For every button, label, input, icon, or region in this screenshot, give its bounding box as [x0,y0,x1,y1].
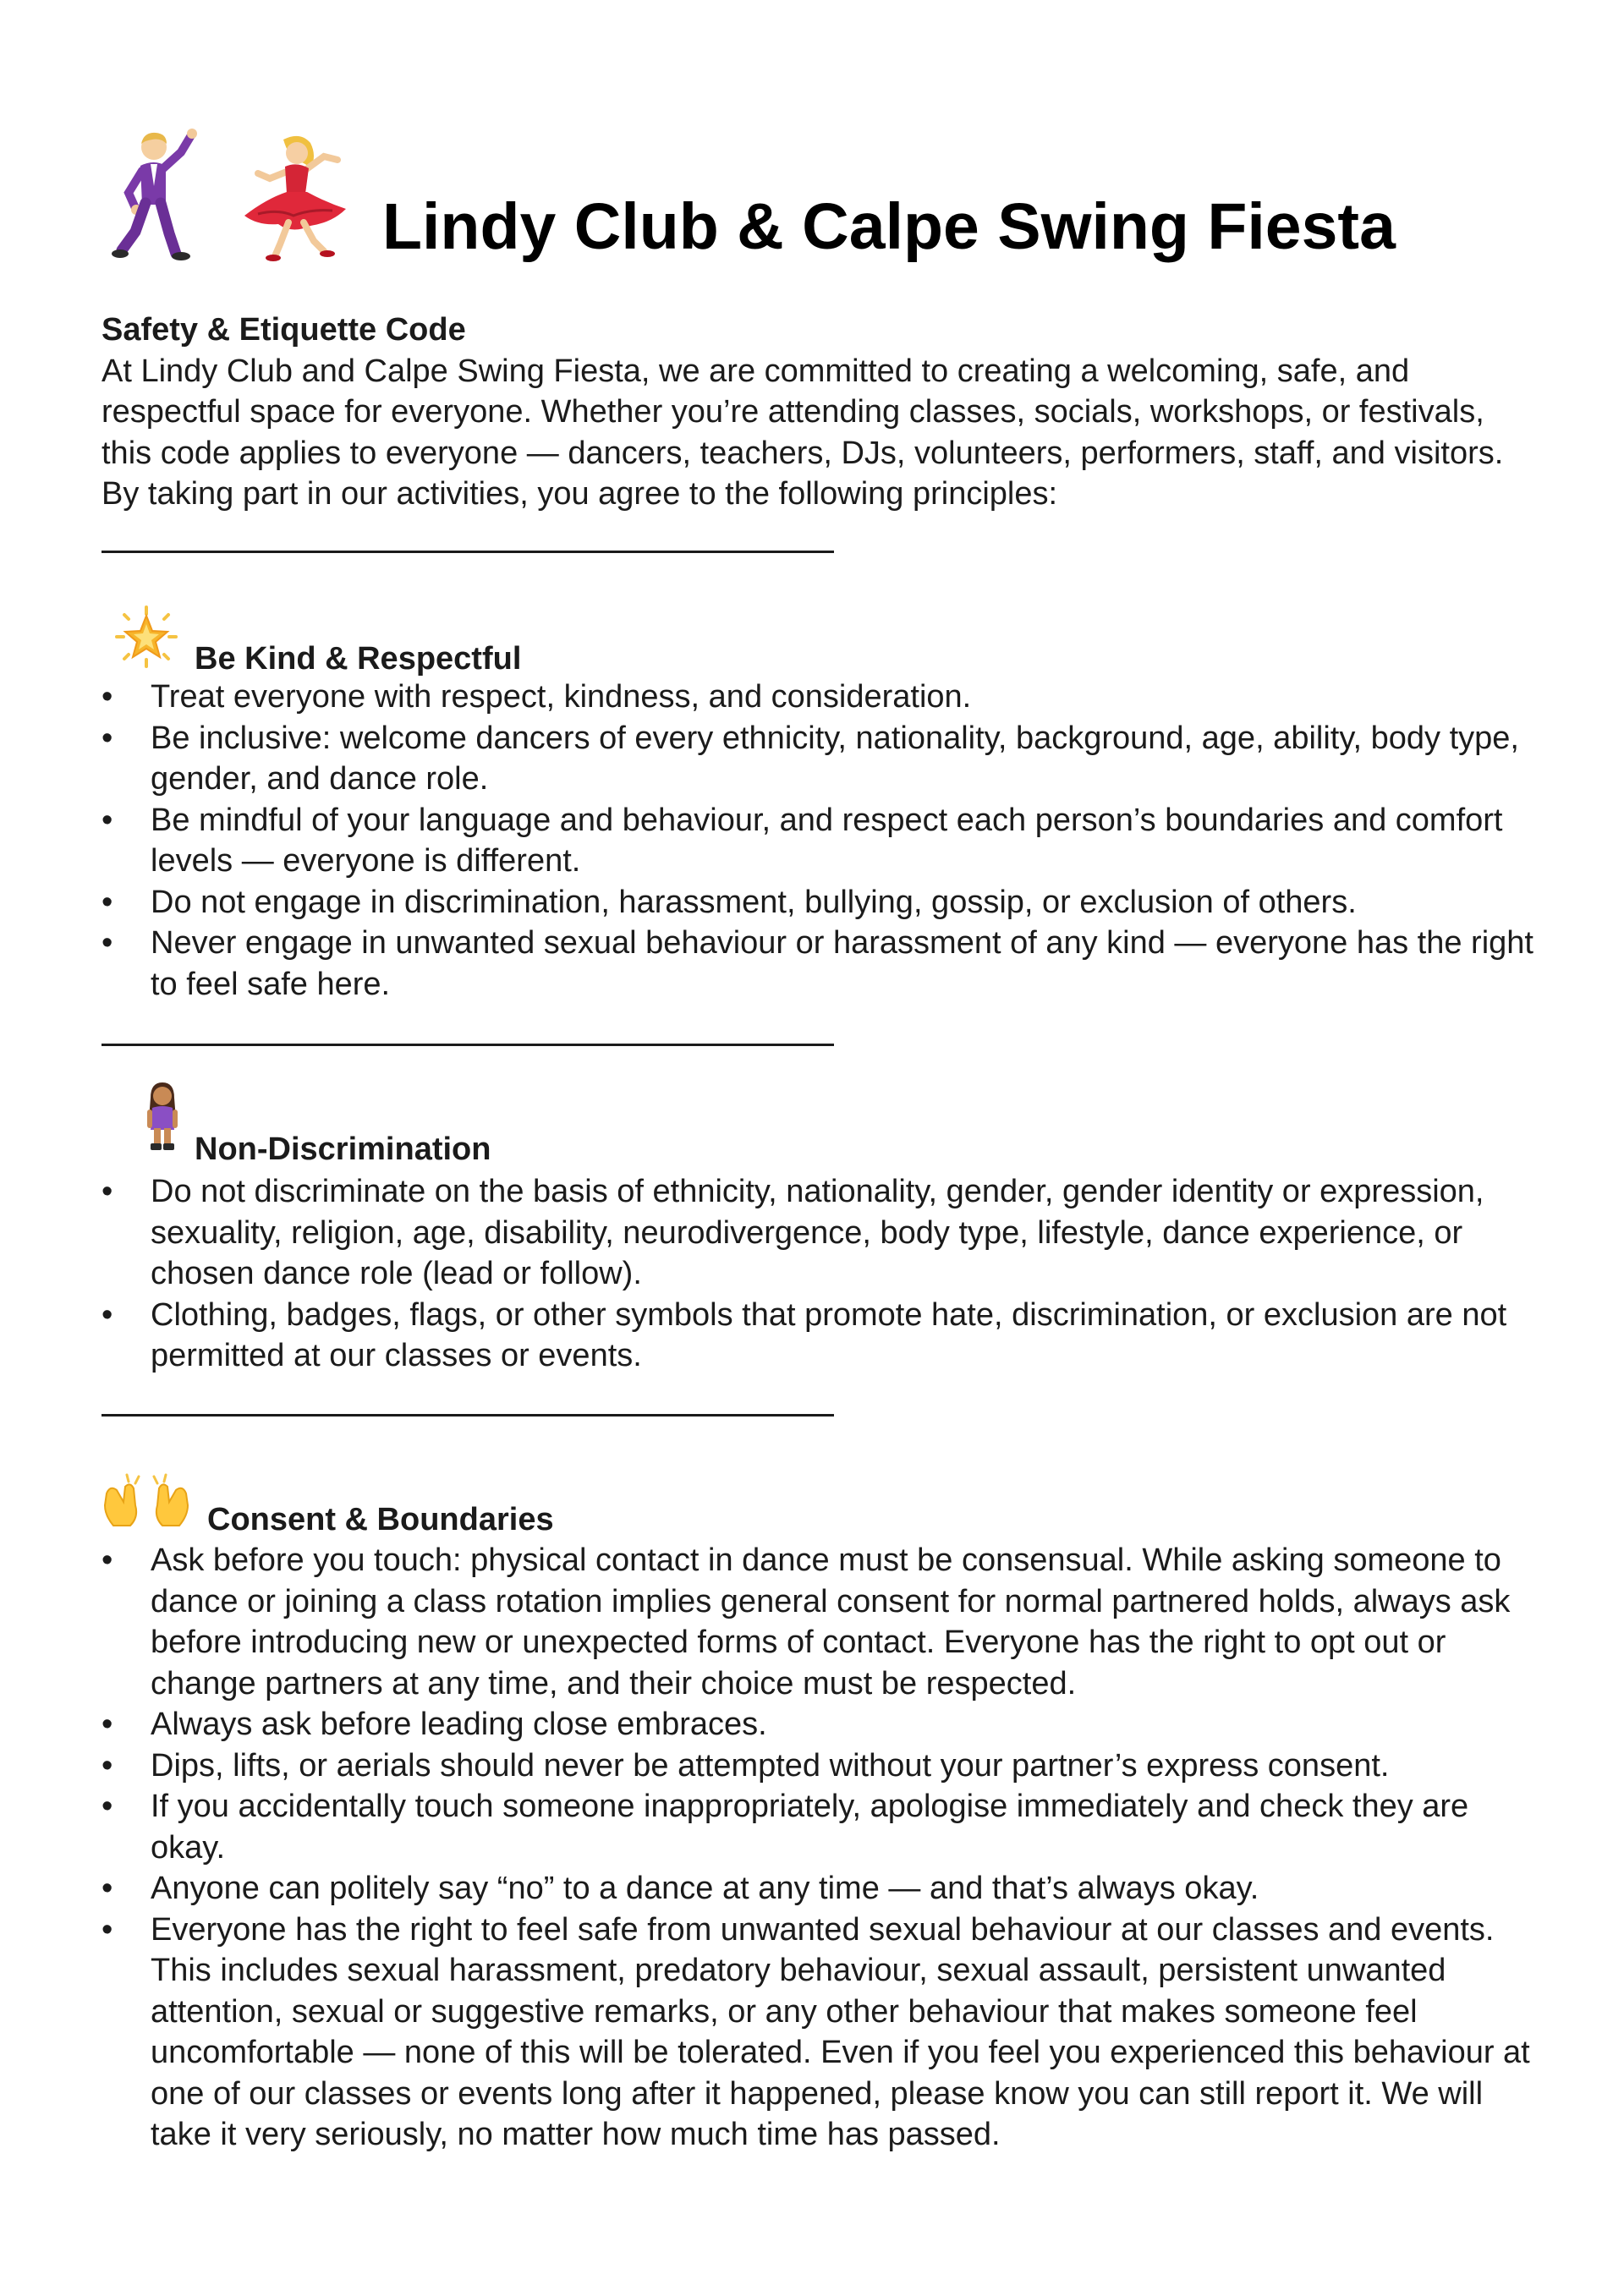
intro-section [102,310,1539,515]
list-item: • Dips, lifts, or aerials should never be attempted without your partner’s express consent. [102,1745,1539,1787]
section-title: Non-Discrimination [195,1132,491,1167]
list-item: • Do not discriminate on the basis of ethnicity, nationality, gender, gender identity or expression, sexuality, religion, age, disability, neurodivergence, body type, lifestyle, dance experience, or chosen dance role (lead or follow). [102,1171,1539,1295]
list-item: • Be mindful of your language and behaviour, and respect each person’s boundaries and comfort levels — everyone is different. [102,800,1539,882]
title-row [110,118,1548,279]
list-item: • Treat everyone with respect, kindness, and consideration. [102,677,1539,718]
section-title: Consent & Boundaries [207,1502,554,1537]
man-dancing-icon [110,127,203,262]
section-heading-be-kind [102,606,1539,682]
section-title: Be Kind & Respectful [195,641,522,677]
list-item: • Anyone can politely say “no” to a dance at any time — and that’s always okay. [102,1868,1539,1910]
bullet-list-non-discrimination [102,1171,1539,1377]
list-item: • Always ask before leading close embraces. [102,1704,1539,1745]
list-item: • Clothing, badges, flags, or other symbols that promote hate, discrimination, or exclusion are not permitted at our classes or events. [102,1295,1539,1377]
section-divider [102,551,834,553]
woman-dancing-icon [233,131,351,262]
section-divider [102,1414,834,1417]
bullet-list-consent [102,1540,1539,2156]
list-item: • Do not engage in discrimination, harassment, bullying, gossip, or exclusion of others. [102,882,1539,923]
woman-standing-icon [142,1081,183,1152]
list-item: • If you accidentally touch someone inappropriately, apologise immediately and check they are okay. [102,1786,1539,1868]
raising-hands-icon [102,1473,191,1529]
page-title: Lindy Club & Calpe Swing Fiesta [382,190,1396,263]
section-heading-non-discrimination [102,1081,1539,1167]
section-heading-consent [102,1473,1539,1549]
intro-paragraph: At Lindy Club and Calpe Swing Fiesta, we are committed to creating a welcoming, safe, and respectful space for everyone. Whether you’re attending classes, socials, workshops, or festivals, this code applies to everyone — dancers, teachers, DJs, volunteers, performers, staff, and visitors. By taking part in our activities, you agree to the following principles: [102,353,1504,512]
list-item: • Be inclusive: welcome dancers of every ethnicity, nationality, background, age, ability, body type, gender, and dance role. [102,718,1539,800]
glowing-star-icon [115,606,178,668]
list-item: • Everyone has the right to feel safe from unwanted sexual behaviour at our classes and events. This includes sexual harassment, predatory behaviour, sexual assault, persistent unwanted attention, sexual or suggestive remarks, or any other behaviour that makes someone feel uncomfortable — none of this will be tolerated. Even if you feel you experienced this behaviour at one of our classes or events long after it happened, please know you can still report it. We will take it very seriously, no matter how much time has passed. [102,1910,1539,2156]
list-item: • Never engage in unwanted sexual behaviour or harassment of any kind — everyone has the right to feel safe here. [102,923,1539,1005]
section-divider [102,1044,834,1046]
intro-subtitle: Safety & Etiquette Code [102,312,466,348]
list-item: • Ask before you touch: physical contact in dance must be consensual. While asking someone to dance or joining a class rotation implies general consent for normal partnered holds, always ask before introducing new or unexpected forms of contact. Everyone has the right to opt out or change partners at any time, and their choice must be respected. [102,1540,1539,1704]
bullet-list-be-kind [102,677,1539,1005]
